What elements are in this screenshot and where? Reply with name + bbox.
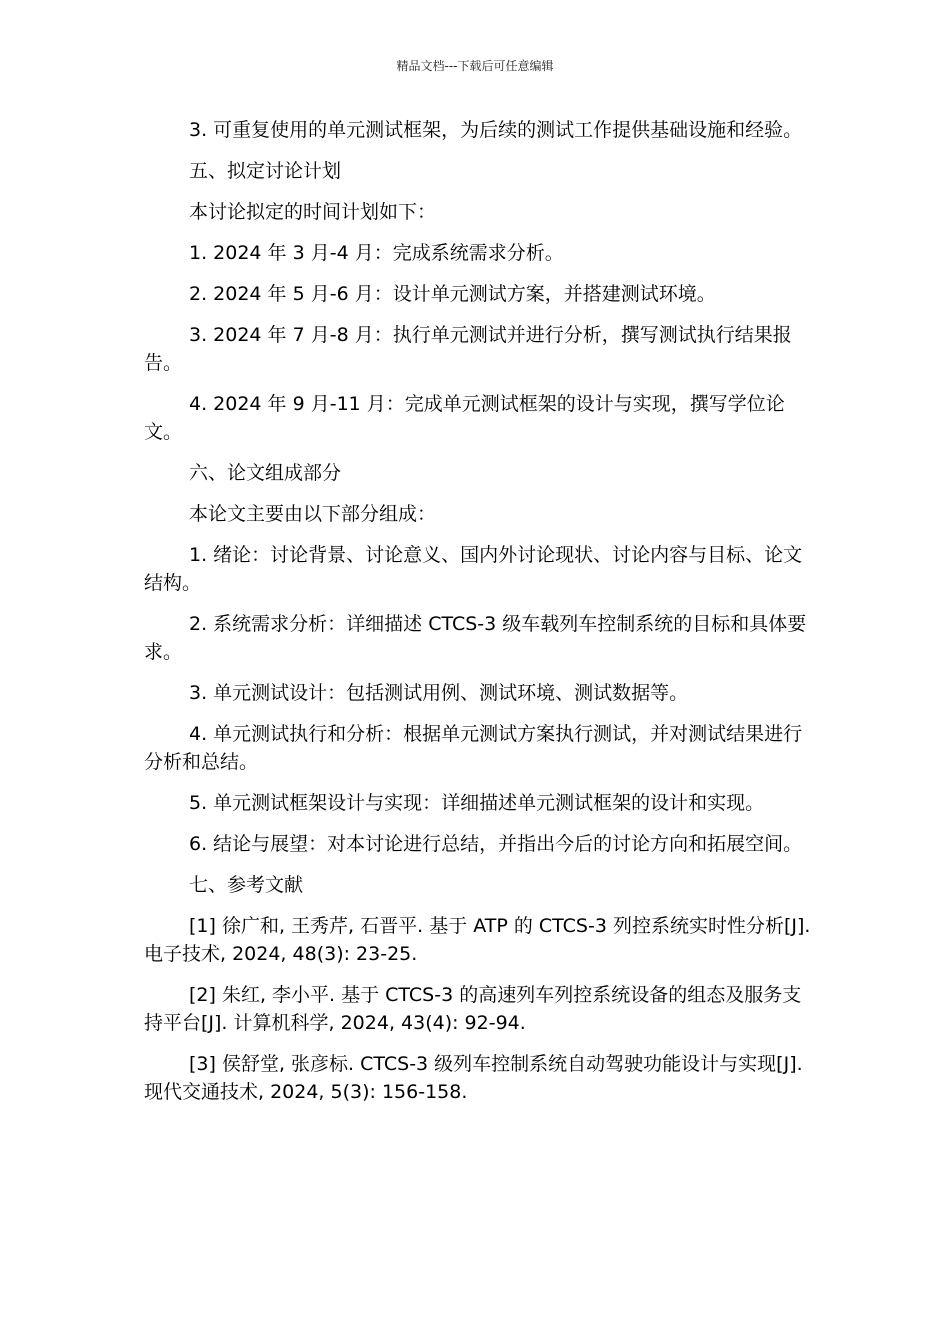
paragraph-structure-intro: 本论文主要由以下部分组成： bbox=[189, 503, 437, 525]
document-body bbox=[144, 116, 812, 1119]
plan-item-2: 2. 2024 年 5 月-6 月：设计单元测试方案，并搭建测试环境。 bbox=[189, 283, 716, 305]
structure-item-1: 1. 绪论：讨论背景、讨论意义、国内外讨论现状、讨论内容与目标、论文结构。 bbox=[144, 544, 803, 594]
plan-item-3: 3. 2024 年 7 月-8 月：执行单元测试并进行分析，撰写测试执行结果报告。 bbox=[144, 324, 792, 374]
section-heading-research-plan: 五、拟定讨论计划 bbox=[189, 160, 342, 182]
paragraph-plan-intro: 本讨论拟定的时间计划如下： bbox=[189, 201, 437, 223]
structure-item-6: 6. 结论与展望：对本讨论进行总结，并指出今后的讨论方向和拓展空间。 bbox=[189, 833, 803, 855]
section-heading-thesis-structure: 六、论文组成部分 bbox=[189, 462, 342, 484]
structure-item-5: 5. 单元测试框架设计与实现：详细描述单元测试框架的设计和实现。 bbox=[189, 792, 765, 814]
reference-item-3: [3] 侯舒堂, 张彦标. CTCS-3 级列车控制系统自动驾驶功能设计与实现[J]. 现代交通技术, 2024, 5(3): 156-158. bbox=[144, 1053, 803, 1103]
section-heading-references: 七、参考文献 bbox=[189, 874, 304, 896]
reference-item-2: [2] 朱红, 李小平. 基于 CTCS-3 的高速列车列控系统设备的组态及服务支持平台[J]. 计算机科学, 2024, 43(4): 92-94. bbox=[144, 984, 802, 1034]
plan-item-1: 1. 2024 年 3 月-4 月：完成系统需求分析。 bbox=[189, 242, 564, 264]
structure-item-3: 3. 单元测试设计：包括测试用例、测试环境、测试数据等。 bbox=[189, 682, 689, 704]
reference-item-1: [1] 徐广和, 王秀芹, 石晋平. 基于 ATP 的 CTCS-3 列控系统实时性分析[J]. 电子技术, 2024, 48(3): 23-25. bbox=[144, 915, 811, 965]
paragraph-reusable-framework: 3. 可重复使用的单元测试框架，为后续的测试工作提供基础设施和经验。 bbox=[189, 119, 803, 141]
structure-item-2: 2. 系统需求分析：详细描述 CTCS-3 级车载列车控制系统的目标和具体要求。 bbox=[144, 613, 807, 663]
structure-item-4: 4. 单元测试执行和分析：根据单元测试方案执行测试，并对测试结果进行分析和总结。 bbox=[144, 723, 803, 773]
page-header: 精品文档---下载后可任意编辑 bbox=[396, 59, 554, 73]
plan-item-4: 4. 2024 年 9 月-11 月：完成单元测试框架的设计与实现，撰写学位论文。 bbox=[144, 393, 785, 443]
